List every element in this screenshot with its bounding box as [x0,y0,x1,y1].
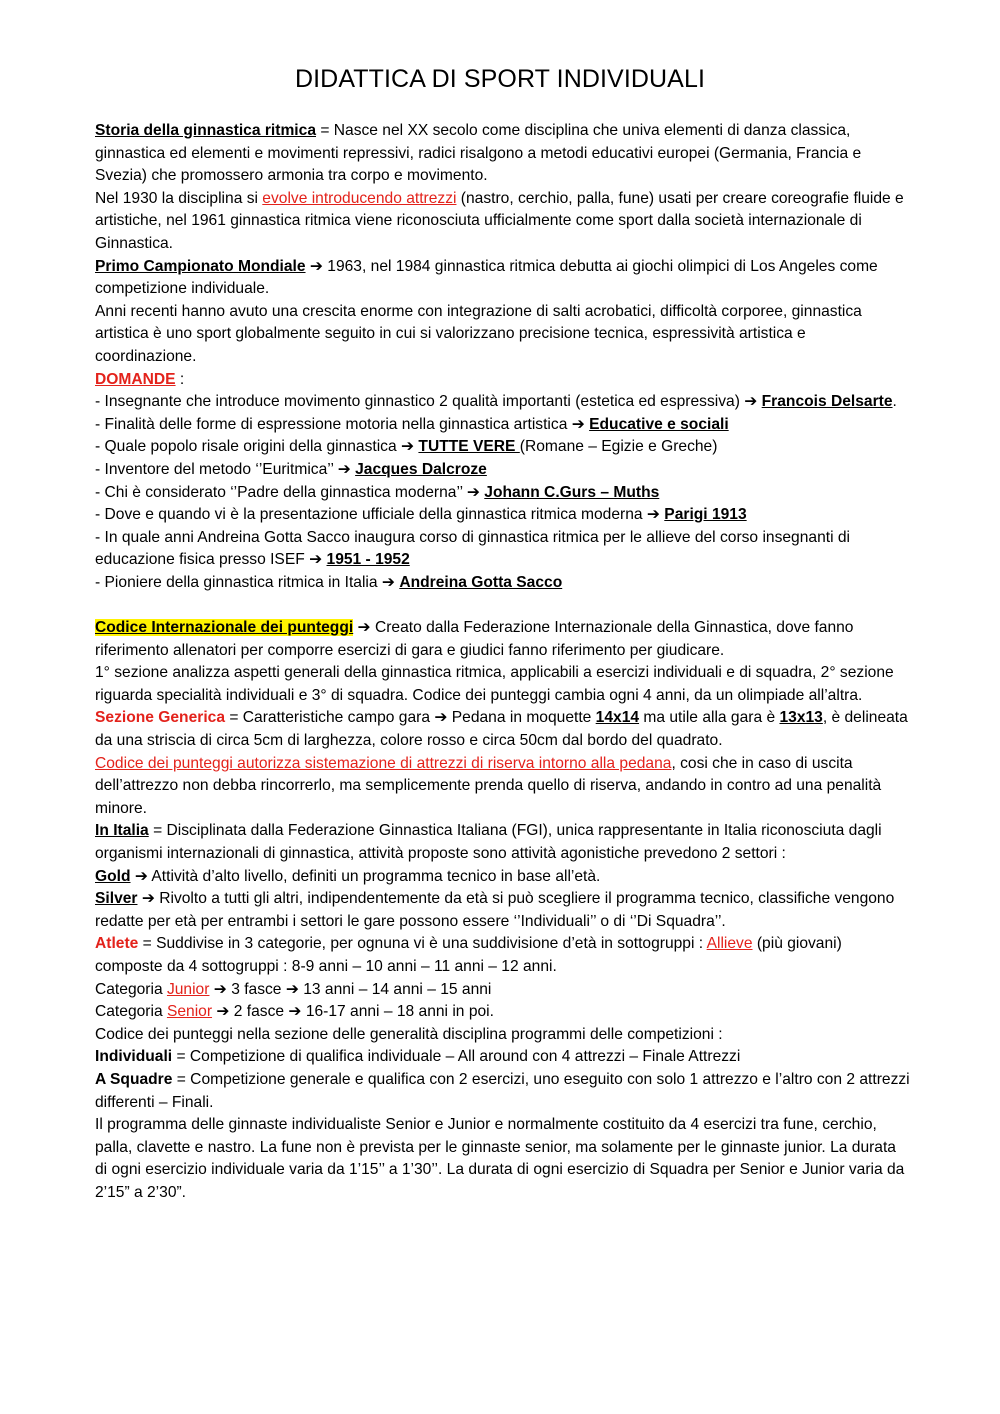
arrow-icon: ➔ [337,460,351,478]
riserva-text: , cosi che in caso di uscita dell’attrezzo non debba rincorrerlo, ma semplicemente prenda quello di riserva, andando in contro ad una penalità minore. [95,754,882,817]
pedana-size: 14x14 [595,709,640,727]
domanda-question: - Finalità delle forme di espressione motoria nella ginnastica artistica [95,415,572,433]
codice-paragraph [95,617,910,662]
arrow-icon: ➔ [381,573,395,591]
atlete-text-post: (più giovani) composte da 4 sottogruppi : 8-9 anni – 10 anni – 11 anni – 12 anni. [95,935,842,975]
gold-text: Attività d’alto livello, definiti un programma tecnico in base all’età. [147,867,601,885]
arrow-icon: ➔ [744,393,758,411]
senior-ages: 16-17 anni – 18 anni in poi. [301,1003,494,1021]
domanda-answer: Parigi 1913 [664,506,747,524]
arrow-icon: ➔ [309,257,323,275]
individuali-text: = Competizione di qualifica individuale – All around con 4 attrezzi – Finale Attrezzi [172,1048,741,1066]
evoluzione-highlight: evolve introducendo attrezzi [262,189,457,207]
domanda-answer: Jacques Dalcroze [355,460,487,478]
domanda-question: - Chi è considerato ‘’Padre della ginnastica moderna’’ [95,483,467,501]
evoluzione-paragraph [95,188,910,256]
domanda-post: . [892,393,897,411]
domanda-answer: Francois Delsarte [761,393,893,411]
domanda-question: - Dove e quando vi è la presentazione ufficiale della ginnastica ritmica moderna [95,506,647,524]
atlete-paragraph [95,933,910,978]
squadre-heading: A Squadre [95,1070,173,1088]
recenti-paragraph: Anni recenti hanno avuto una crescita enorme con integrazione di salti acrobatici, difficoltà corporee, ginnastica artistica è uno sport globalmente seguito in cui si valorizzano precisione tecnica, espressività artistica e coordinazione. [95,302,862,365]
silver-heading: Silver [95,890,138,908]
atlete-heading: Atlete [95,935,139,953]
storia-text: = Nasce nel XX secolo come disciplina che univa elementi di danza classica, ginnastica ed elementi e movimenti repressivi, radici risalgono a metodi educativi europei (Germania, Francia e Svezia) che promossero armonia tra corpo e movimento. [95,122,862,185]
generica-text-post: , è delineata da una striscia di circa 5cm di larghezza, colore rosso e circa 50cm dal bordo del quadrato. [95,709,908,750]
domanda-answer: Johann C.Gurs – Muths [484,483,660,501]
domanda-post: (Romane – Egizie e Greche) [519,438,718,456]
domanda-question: - Insegnante che introduce movimento ginnastico 2 qualità importanti (estetica ed espressiva) [95,393,745,411]
senior-fasce: 2 fasce [229,1003,289,1021]
campionato-paragraph [95,256,910,301]
junior-fasce: 3 fasce [226,980,286,998]
arrow-icon: ➔ [401,438,415,456]
codice-text: Creato dalla Federazione Internazionale della Ginnastica, dove fanno riferimento allenatori per comporre esercizi di gara e giudici fanno riferimento per giudicare. [95,619,854,659]
riserva-paragraph [95,753,910,821]
allieve-label: Allieve [706,935,753,953]
domanda-answer: TUTTE VERE [418,438,520,456]
domanda-answer: Educative e sociali [589,415,729,433]
senior-label: Senior [166,1003,213,1021]
document-body [95,120,910,1205]
campionato-heading: Primo Campionato Mondiale [95,257,306,275]
senior-line [95,1001,910,1024]
arrow-icon: ➔ [216,1003,230,1021]
domanda-item [95,459,910,482]
evoluzione-text-post: (nastro, cerchio, palla, fune) usati per creare coreografie fluide e artistiche, nel 1961 ginnastica ritmica viene riconosciuta ufficialmente come sport dalla società internazionale di Ginnastica. [95,189,904,252]
silver-text: Rivolto a tutti gli altri, indipendentemente da età si può scegliere il programma tecnico, classifiche vengono redatte per età per entrambi i settori le gare possono essere ‘’Individuali’’ o di ‘’Di Squadra’’. [95,890,895,930]
domande-colon: : [175,370,185,388]
domande-heading-line [95,369,910,392]
domanda-item [95,572,910,595]
arrow-icon: ➔ [288,1003,302,1021]
individuali-heading: Individuali [95,1048,173,1066]
generica-paragraph [95,707,910,752]
domanda-item [95,391,910,414]
programmi-paragraph: Codice dei punteggi nella sezione delle generalità disciplina programmi delle competizioni : [95,1025,723,1043]
arrow-icon: ➔ [434,709,448,727]
gold-heading: Gold [95,867,131,885]
arrow-icon: ➔ [646,506,660,524]
domande-heading: DOMANDE [95,370,176,388]
campionato-text: 1963, nel 1984 ginnastica ritmica debutta ai giochi olimpici di Los Angeles come competizione individuale. [95,257,878,298]
italia-heading: In Italia [95,822,149,840]
domanda-question: - Inventore del metodo ‘’Euritmica’’ [95,460,338,478]
arrow-icon: ➔ [466,483,480,501]
programma-paragraph: Il programma delle ginnaste individualiste Senior e Junior e normalmente costituito da 4 esercizi tra fune, cerchio, palla, clavette e nastro. La fune non è prevista per le ginnaste senior, ma solamente per le ginnaste junior. La durata di ogni esercizio individuale varia da 1’15’’ a 1’30’’. La durata di ogni esercizio di Squadra per Senior e Junior varia da 2’15” a 2’30”. [95,1116,905,1201]
junior-ages: 13 anni – 14 anni – 15 anni [298,980,492,998]
page-title: DIDATTICA DI SPORT INDIVIDUALI [294,65,706,93]
arrow-icon: ➔ [213,980,227,998]
arrow-icon: ➔ [141,890,155,908]
domanda-item [95,504,910,527]
generica-heading: Sezione Generica [95,709,226,727]
riserva-highlight: Codice dei punteggi autorizza sistemazione di attrezzi di riserva intorno alla pedana [95,754,672,772]
codice-heading: Codice Internazionale dei punteggi [95,619,354,637]
generica-text-mid: Pedana in moquette [447,709,596,727]
italia-paragraph [95,820,910,865]
arrow-icon: ➔ [134,867,148,885]
domanda-answer: Andreina Gotta Sacco [399,573,563,591]
arrow-icon: ➔ [309,551,323,569]
domanda-item [95,436,910,459]
atlete-text-pre: = Suddivise in 3 categorie, per ognuna vi è una suddivisione d’età in sottogruppi : [138,935,707,953]
domanda-question: - Pioniere della ginnastica ritmica in Italia [95,573,382,591]
italia-text: = Disciplinata dalla Federazione Ginnastica Italiana (FGI), unica rappresentante in Italia riconosciuta dagli organismi internazionali di ginnastica, attività proposte sono attività agonistiche prevedono 2 settori : [95,822,882,862]
gara-size: 13x13 [779,709,823,727]
domanda-question: - In quale anni Andreina Gotta Sacco inaugura corso di ginnastica ritmica per le allieve del corso insegnanti di educazione fisica presso ISEF [95,528,851,569]
storia-heading: Storia della ginnastica ritmica [95,122,316,139]
domanda-answer: 1951 - 1952 [326,551,410,569]
generica-text-mid2: ma utile alla gara è [639,709,780,727]
squadre-paragraph [95,1069,910,1114]
storia-paragraph [95,120,910,188]
domanda-item [95,527,910,572]
arrow-icon: ➔ [357,619,371,637]
gold-paragraph [95,866,910,889]
categoria-word: Categoria [95,1003,167,1021]
categoria-word: Categoria [95,980,167,998]
individuali-paragraph [95,1046,910,1069]
arrow-icon: ➔ [571,415,585,433]
arrow-icon: ➔ [285,980,299,998]
junior-label: Junior [166,980,210,998]
junior-line [95,979,910,1002]
squadre-text: = Competizione generale e qualifica con 2 esercizi, uno eseguito con solo 1 attrezzo e l’altro con 2 attrezzi differenti – Finali. [95,1070,910,1111]
evoluzione-text-pre: Nel 1930 la disciplina si [95,189,263,207]
generica-text-pre: = Caratteristiche campo gara [225,709,435,727]
silver-paragraph [95,888,910,933]
sezioni-paragraph: 1° sezione analizza aspetti generali della ginnastica ritmica, applicabili a esercizi individuali e di squadra, 2° sezione riguarda specialità individuali e 3° di squadra. Codice dei punteggi cambia ogni 4 anni, da un olimpiade all’altra. [95,664,894,704]
domanda-item [95,482,910,505]
domanda-item [95,414,910,437]
blank-line [95,594,910,617]
domanda-question: - Quale popolo risale origini della ginnastica [95,438,401,456]
